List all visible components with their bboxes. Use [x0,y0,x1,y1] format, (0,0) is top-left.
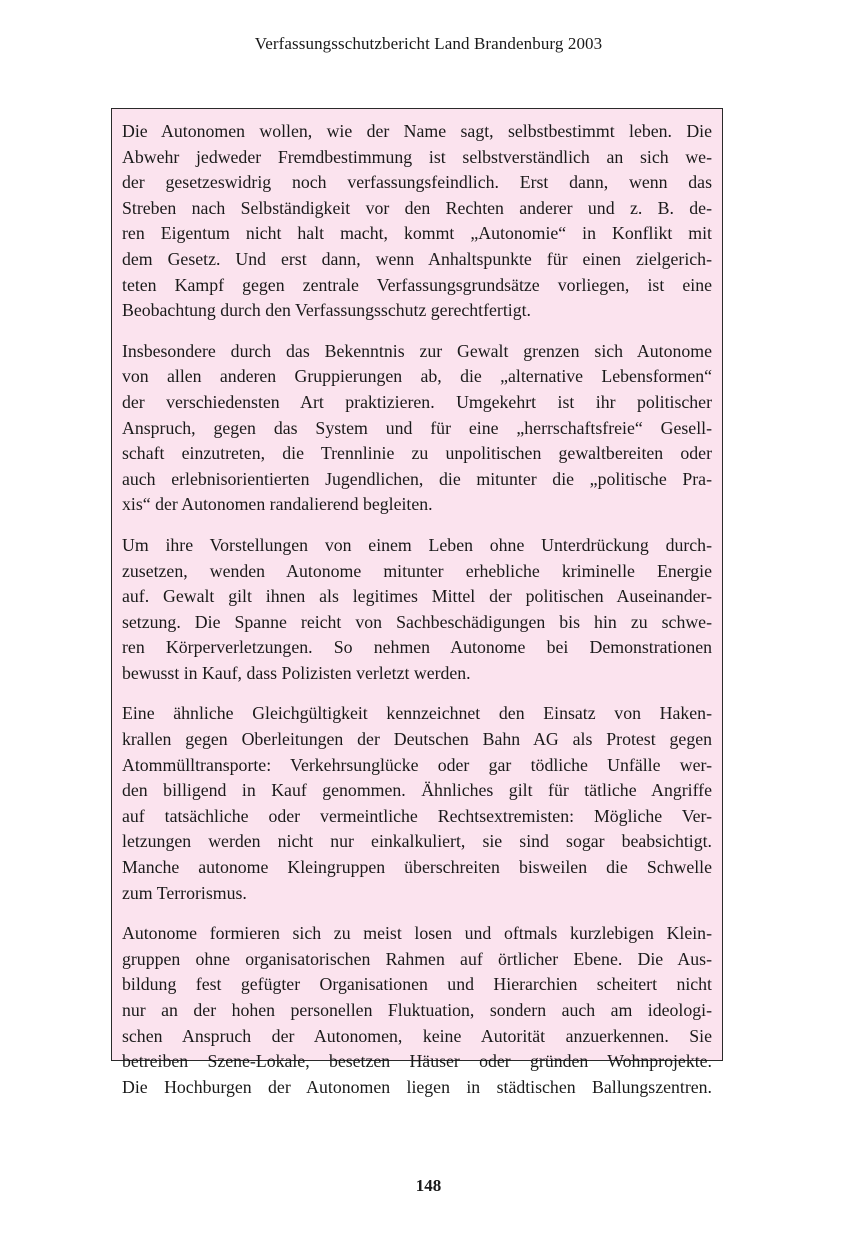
text-line: der gesetzeswidrig noch verfassungsfeindlich. Erst dann, wenn das [122,172,712,193]
paragraph [122,119,712,324]
text-line: zum Terrorismus. [122,882,247,903]
paragraph [122,701,712,906]
text-line: Die Hochburgen der Autonomen liegen in städtischen Ballungszentren. [122,1076,712,1097]
text-line: ren Körperverletzungen. So nehmen Autonome bei Demonstrationen [122,637,712,658]
text-line: Streben nach Selbständigkeit vor den Rechten anderer und z. B. de- [122,197,712,218]
text-line: betreiben Szene-Lokale, besetzen Häuser oder gründen Wohnprojekte. [122,1051,712,1072]
text-line: nur an der hohen personellen Fluktuation, sondern auch am ideologi- [122,1000,712,1020]
paragraph [122,533,712,687]
text-line: Abwehr jedweder Fremdbestimmung ist selbstverständlich an sich we- [122,146,712,167]
paragraph [122,921,712,1100]
text-line: Beobachtung durch den Verfassungsschutz gerechtfertigt. [122,300,532,321]
text-line: auch erlebnisorientierten Jugendlichen, die mitunter die „politische Pra- [122,468,712,489]
text-line: dem Gesetz. Und erst dann, wenn Anhaltspunkte für einen zielgerich- [122,248,712,269]
text-line: Die Autonomen wollen, wie der Name sagt, selbstbestimmt leben. Die [122,121,712,141]
text-line: der verschiedensten Art praktizieren. Umgekehrt ist ihr politischer [122,391,712,412]
text-line: schaft einzutreten, die Trennlinie zu unpolitischen gewaltbereiten oder [122,443,712,464]
page-number: 148 [415,1176,442,1195]
text-line: ren Eigentum nicht halt macht, kommt „Autonomie“ in Konflikt mit [122,223,712,244]
text-line: Atommülltransporte: Verkehrsunglücke oder gar tödliche Unfälle wer- [122,754,712,775]
text-line: schen Anspruch der Autonomen, keine Autorität anzuerkennen. Sie [122,1025,712,1046]
text-line: auf tatsächliche oder vermeintliche Rechtsextremisten: Mögliche Ver- [122,805,712,826]
text-line: teten Kampf gegen zentrale Verfassungsgrundsätze vorliegen, ist eine [122,274,712,295]
text-line: von allen anderen Gruppierungen ab, die „alternative Lebensformen“ [122,366,712,387]
text-line: letzungen werden nicht nur einkalkuliert, sie sind sogar beabsichtigt. [122,831,712,852]
text-line: setzung. Die Spanne reicht von Sachbeschädigungen bis hin zu schwe- [122,611,712,632]
text-line: bildung fest gefügter Organisationen und Hierarchien scheitert nicht [122,974,712,995]
text-line: zusetzen, wenden Autonome mitunter erhebliche kriminelle Energie [122,560,712,581]
text-line: bewusst in Kauf, dass Polizisten verletzt werden. [122,662,471,683]
text-line: Anspruch, gegen das System und für eine „herrschaftsfreie“ Gesell- [122,417,712,438]
text-line: den billigend in Kauf genommen. Ähnliches gilt für tätliche Angriffe [122,780,712,801]
highlighted-text-box [111,108,723,1097]
text-line: Insbesondere durch das Bekenntnis zur Gewalt grenzen sich Autonome [122,340,712,361]
text-line: Um ihre Vorstellungen von einem Leben ohne Unterdrückung durch- [122,534,712,555]
text-line: xis“ der Autonomen randalierend begleiten. [122,494,433,515]
text-line: auf. Gewalt gilt ihnen als legitimes Mittel der politischen Auseinander- [122,586,712,607]
running-header: Verfassungsschutzbericht Land Brandenburg 2003 [254,34,603,53]
text-line: Manche autonome Kleingruppen überschreiten bisweilen die Schwelle [122,857,712,878]
text-line: Autonome formieren sich zu meist losen und oftmals kurzlebigen Klein- [122,923,712,944]
text-line: Eine ähnliche Gleichgültigkeit kennzeichnet den Einsatz von Haken- [122,703,712,724]
text-line: krallen gegen Oberleitungen der Deutschen Bahn AG als Protest gegen [122,729,712,750]
paragraph [122,339,712,518]
text-line: gruppen ohne organisatorischen Rahmen auf örtlicher Ebene. Die Aus- [122,948,712,969]
